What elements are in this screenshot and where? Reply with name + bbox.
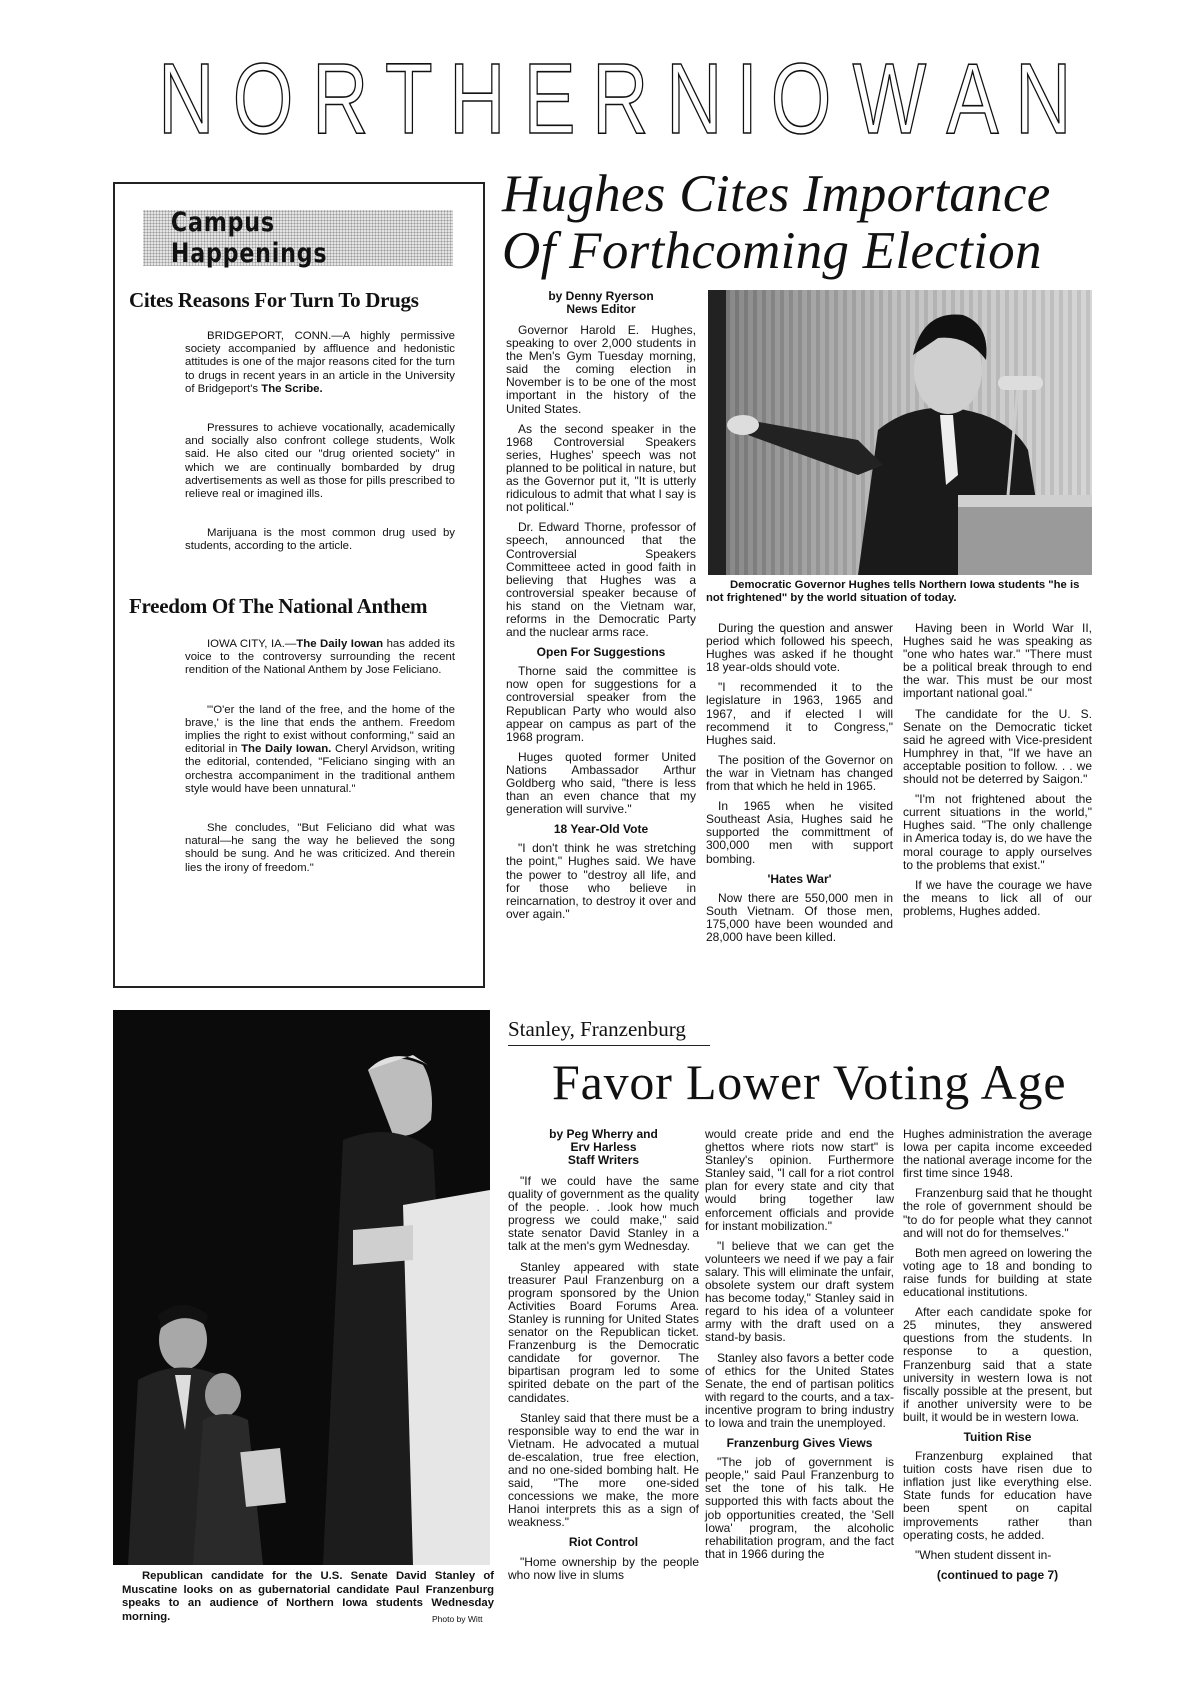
paragraph: Huges quoted former United Nations Ambassador Arthur Goldberg who said, "there is less than an even chance that my generation will survive." bbox=[506, 749, 696, 817]
paragraph: As the second speaker in the 1968 Controversial Speakers series, Hughes' speech was not planned to be political in nature, but as the Governor put it, "It is utterly ridiculous to admit that what I say is not political." bbox=[506, 421, 696, 515]
campus-happenings-banner bbox=[143, 207, 453, 269]
paragraph: Hughes administration the average Iowa per capita income exceeded the national average income for the first time since 1948. bbox=[903, 1127, 1092, 1181]
text: "'O'er the land of the free, and the home of the brave,' is the line that ends the anthem. Freedom implies the right to exist without conforming," said an editorial in bbox=[185, 703, 455, 756]
paragraph: "The job of government is people," said Paul Franzenburg to set the tone of his talk. He supported this with facts about the job opportunities created, the 'Sell Iowa' program, the alcoholic rehabilitation program, and the fact that in 1966 during the bbox=[705, 1455, 894, 1561]
masthead-letter: A bbox=[946, 43, 1000, 155]
photo-credit: Photo by Witt bbox=[432, 1614, 483, 1624]
masthead-letter: O bbox=[232, 43, 296, 155]
text: has added its voice to the controversy surrounding the recent rendition of the National Anthem by Jose Feliciano. bbox=[185, 638, 455, 677]
voting-age-headline: Favor Lower Voting Age bbox=[552, 1054, 1067, 1110]
paragraph: Having been in World War II, Hughes said he was speaking as "one who hates war." "There must be a political break through to end the war. This must be our most important national goal." bbox=[903, 621, 1092, 701]
paragraph bbox=[185, 330, 455, 396]
photo-caption: Republican candidate for the U.S. Senate David Stanley of Muscatine looks on as gubernatorial candidate Paul Franzenburg speaks to an audience of Northern Iowa students Wednesday morning. bbox=[122, 1570, 494, 1623]
photo-caption: Democratic Governor Hughes tells Northern Iowa students "he is not frightened" by the world situation of today. bbox=[706, 579, 1080, 605]
masthead-letter: N bbox=[1015, 43, 1074, 155]
text: BRIDGEPORT, CONN.—A highly permissive society accompanied by affluence and hedonistic attitudes is one of the major reasons cited for the turn to drugs in recent years in an article in the University of Bridgeport's bbox=[185, 330, 455, 395]
hughes-photo bbox=[708, 290, 1092, 575]
paragraph: After each candidate spoke for 25 minutes, they answered questions from the students. In response to a question, Franzenburg said that a state university in western Iowa is not fiscally possible at the present, but if another university were to be built, it would be in western Iowa. bbox=[903, 1305, 1092, 1424]
paragraph: Both men agreed on lowering the voting age to 18 and bonding to raise funds for building at state educational institutions. bbox=[903, 1245, 1092, 1300]
paragraph: "I'm not frightened about the current situations in the world," Hughes said. "The only challenge in America today is, do we have the moral courage to apply ourselves to the problems that exist." bbox=[903, 792, 1092, 872]
subheading: Tuition Rise bbox=[963, 1429, 1032, 1444]
text: IOWA CITY, IA.— bbox=[207, 638, 297, 650]
masthead-letter: I bbox=[735, 43, 760, 155]
article-column bbox=[903, 1128, 1092, 1588]
paragraph: Governor Harold E. Hughes, speaking to over 2,000 students in the Men's Gym Tuesday morning, said the coming election in November is to be one of the most important in the history of the United States. bbox=[506, 323, 696, 416]
article-body bbox=[185, 330, 455, 580]
paragraph bbox=[185, 704, 455, 796]
campus-happenings-box bbox=[113, 182, 485, 988]
subheading: 'Hates War' bbox=[767, 871, 832, 886]
masthead-letter: T bbox=[385, 43, 435, 155]
paragraph: If we have the courage we have the means to lick all of our problems, Hughes added. bbox=[903, 877, 1092, 918]
masthead-letter: H bbox=[449, 43, 508, 155]
subheading: Franzenburg Gives Views bbox=[726, 1436, 873, 1451]
paragraph: In 1965 when he visited Southeast Asia, Hughes said he supported the committment of 300,000 men with support bombing. bbox=[706, 799, 893, 866]
text: Pressures to achieve vocationally, academically and socially also confront college students, Wolk said. He also cited our "drug oriented society" in which we are continually bombarded by drug advertisements as well as those for pills prescribed to relieve real or imagined ills. bbox=[185, 422, 455, 501]
paragraph: Now there are 550,000 men in South Vietnam. Of those men, 175,000 have been wounded and 28,000 have been killed. bbox=[706, 890, 893, 944]
paragraph bbox=[185, 822, 455, 875]
byline: by Peg Wherry and bbox=[549, 1127, 658, 1141]
masthead-letter: N bbox=[158, 43, 217, 155]
paragraph bbox=[185, 527, 455, 553]
masthead-letter: E bbox=[523, 43, 577, 155]
article-kicker: Stanley, Franzenburg bbox=[508, 1017, 710, 1046]
publication-name: The Daily Iowan bbox=[296, 638, 384, 650]
stanley-franzenburg-photo bbox=[113, 1010, 490, 1565]
headline-line: Of Forthcoming Election bbox=[502, 222, 1042, 280]
article-column bbox=[506, 290, 696, 928]
masthead-letter: R bbox=[592, 43, 651, 155]
masthead-letter: O bbox=[771, 43, 834, 155]
publication-name: The Scribe. bbox=[261, 382, 323, 395]
masthead-letter: N bbox=[666, 43, 725, 155]
paragraph: "I don't think he was stretching the point," Hughes said. We have the power to "destroy all life, and for those who believe in reincarnation, to destroy it over and over again." bbox=[506, 841, 696, 921]
banner-title: Campus Happenings bbox=[170, 207, 328, 269]
article-column bbox=[903, 622, 1092, 925]
text: Marijuana is the most common drug used by students, according to the article. bbox=[185, 527, 455, 553]
paragraph: "If we could have the same quality of government as the quality of the people. . .look how much progress we could make," said state senator David Stanley in a talk at the men's gym Wednesday. bbox=[508, 1174, 699, 1254]
paragraph: During the question and answer period which followed his speech, Hughes was asked if he thought 18 year-olds should vote. bbox=[706, 621, 893, 675]
byline: Staff Writers bbox=[567, 1153, 640, 1167]
byline: Erv Harless bbox=[570, 1140, 637, 1154]
paragraph bbox=[185, 638, 455, 678]
headline-line: Hughes Cites Importance bbox=[502, 165, 1051, 223]
article-body bbox=[185, 638, 455, 901]
subheading: 18 Year-Old Vote bbox=[553, 822, 649, 837]
article-headline: Cites Reasons For Turn To Drugs bbox=[129, 288, 419, 312]
paragraph: Thorne said the committee is now open for suggestions for a controversial speaker from the Republican Party who would also appear on campus as part of the 1968 program. bbox=[506, 664, 696, 744]
paragraph: "When student dissent in- bbox=[915, 1547, 1052, 1562]
paragraph: Franzenburg said that he thought the role of government should be "to do for people what they cannot and will not do for themselves." bbox=[903, 1186, 1092, 1240]
paragraph: "Home ownership by the people who now live in slums bbox=[508, 1554, 699, 1582]
subheading: Riot Control bbox=[568, 1535, 639, 1550]
paragraph: Dr. Edward Thorne, professor of speech, announced that the Controversial Speakers Committeee acted in good faith in believing that Hughes was a controversial speaker because of his stand on the Vietnam war, reforms in the Democratic Party and the nuclear arms race. bbox=[506, 520, 696, 640]
paragraph: Stanley appeared with state treasurer Paul Franzenburg on a program sponsored by the Union Activities Board Forums Area. Stanley is running for United States senator on the Republican ticket. Franzenburg is the Democratic candidate for governor. The bipartisan program led to some spirited debate on the part of the candidates. bbox=[508, 1259, 699, 1405]
paragraph: "I recommended it to the legislature in 1963, 1965 and 1967, and if elected I will recommend it to Congress," Hughes said. bbox=[706, 680, 893, 747]
subheading: (continued to page 7) bbox=[936, 1567, 1059, 1582]
paragraph: Franzenburg explained that tuition costs have risen due to inflation just like everything else. State funds for education have been spent on capital improvements rather than operating costs, he added. bbox=[903, 1449, 1092, 1542]
paragraph: The position of the Governor on the war in Vietnam has changed from that which he held in 1965. bbox=[706, 752, 893, 794]
masthead-letter: R bbox=[312, 43, 371, 155]
article-headline: Freedom Of The National Anthem bbox=[129, 594, 428, 618]
subheading: Open For Suggestions bbox=[536, 645, 666, 660]
paragraph bbox=[185, 422, 455, 501]
paragraph: Stanley also favors a better code of ethics for the United States Senate, the end of partisan politics with regard to the courts, and a tax-incentive program to bring industry to Iowa and train the unemployed. bbox=[705, 1350, 894, 1430]
article-column bbox=[508, 1128, 699, 1589]
byline: by Denny Ryerson bbox=[548, 289, 654, 303]
byline: News Editor bbox=[566, 302, 636, 316]
hughes-headline bbox=[502, 166, 1102, 280]
paragraph: Stanley said that there must be a responsible way to end the war in Vietnam. He advocated a mutual de-escalation, true free election, and no one-sided bombing halt. He said, "The more one-sided concessions we make, the more Hanoi interprets this as a sign of weakness." bbox=[508, 1410, 699, 1530]
article-column bbox=[706, 622, 893, 951]
masthead-logo bbox=[150, 43, 1074, 155]
paragraph: "I believe that we can get the volunteers we need if we pay a fair salary. This will eliminate the unfair, obsolete system our draft system has become today," Stanley said in regard to his idea of a volunteer army with the draft used on a stand-by basis. bbox=[705, 1238, 894, 1345]
paragraph: The candidate for the U. S. Senate on the Democratic ticket said he agreed with Vice-president Humphrey in that, "If we have an acceptable position to follow. . . we should not be deterred by Saigon." bbox=[903, 706, 1092, 787]
publication-name: The Daily Iowan. bbox=[241, 743, 332, 756]
masthead-letter: W bbox=[852, 43, 929, 155]
paragraph: would create pride and end the ghettos where riots now start" is Stanley's opinion. Furthermore Stanley said, "I call for a riot control plan for every state and city that would bring together law enforcement officials and provide for instant mobilization." bbox=[705, 1127, 894, 1233]
text: She concludes, "But Feliciano did what was natural—he sang the way he believed the song should be sung. And he was criticized. And therein lies the irony of freedom." bbox=[185, 822, 455, 874]
article-column bbox=[705, 1128, 894, 1568]
text: Cheryl Arvidson, writing the editorial, contended, "Feliciano singing with an orchestra accompaniment in the traditional anthem style would have been unnatural." bbox=[185, 743, 455, 795]
